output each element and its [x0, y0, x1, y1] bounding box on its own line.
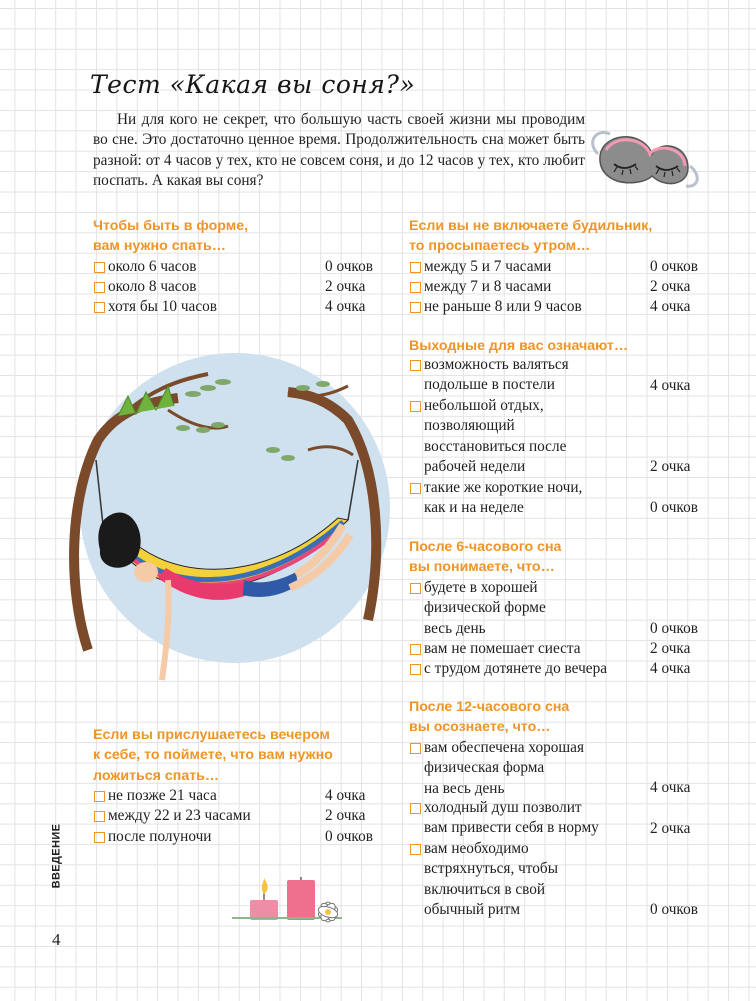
- question-6-option-2-points: 2 очка: [325, 807, 366, 824]
- question-1-title: Чтобы быть в форме, вам нужно спать…: [93, 218, 249, 255]
- question-2-option-3-points: 4 очка: [650, 298, 691, 315]
- question-1-option-1[interactable]: около 6 часов: [93, 257, 196, 277]
- question-1-option-2[interactable]: около 8 часов: [93, 277, 196, 297]
- question-4-option-1[interactable]: будете в хорошей физической форме весь день: [409, 578, 546, 639]
- question-6-option-1-points: 4 очка: [325, 787, 366, 804]
- checkbox[interactable]: [410, 360, 421, 371]
- question-5-option-2[interactable]: холодный душ позволит вам привести себя в норму: [409, 798, 599, 839]
- checkbox[interactable]: [410, 803, 421, 814]
- checkbox[interactable]: [410, 401, 421, 412]
- question-3-option-3[interactable]: такие же короткие ночи, как и на неделе: [409, 478, 582, 519]
- question-2-option-1[interactable]: между 5 и 7 часами: [409, 257, 551, 277]
- checkbox[interactable]: [410, 583, 421, 594]
- question-2-option-3[interactable]: не раньше 8 или 9 часов: [409, 297, 582, 317]
- question-4-option-2[interactable]: вам не помешает сиеста: [409, 639, 581, 659]
- checkbox[interactable]: [94, 832, 105, 843]
- checkbox[interactable]: [410, 302, 421, 313]
- question-5-option-1-points: 4 очка: [650, 779, 691, 796]
- question-5-option-3-points: 0 очков: [650, 901, 698, 918]
- checkbox[interactable]: [94, 262, 105, 273]
- question-6-option-3-points: 0 очков: [325, 828, 373, 845]
- question-5-title: После 12-часового сна вы осознаете, что…: [409, 699, 570, 736]
- checkbox[interactable]: [410, 262, 421, 273]
- checkbox[interactable]: [410, 282, 421, 293]
- question-2-option-2[interactable]: между 7 и 8 часами: [409, 277, 551, 297]
- question-3-title: Выходные для вас означают…: [409, 338, 629, 354]
- checkbox[interactable]: [410, 844, 421, 855]
- question-1-option-3[interactable]: хотя бы 10 часов: [93, 297, 217, 317]
- question-6-option-3[interactable]: после полуночи: [93, 827, 212, 847]
- checkbox[interactable]: [94, 282, 105, 293]
- candles-illustration: [232, 872, 352, 932]
- question-1-option-1-points: 0 очков: [325, 258, 373, 275]
- question-4-option-2-points: 2 очка: [650, 640, 691, 657]
- question-6-option-1[interactable]: не позже 21 часа: [93, 786, 217, 806]
- question-3-option-2-points: 2 очка: [650, 458, 691, 475]
- question-2-option-2-points: 2 очка: [650, 278, 691, 295]
- question-5-option-1[interactable]: вам обеспечена хорошая физическая форма на весь день: [409, 738, 584, 799]
- question-5-option-3[interactable]: вам необходимо встряхнуться, чтобы включиться в свой обычный ритм: [409, 839, 558, 921]
- checkbox[interactable]: [94, 302, 105, 313]
- checkbox[interactable]: [410, 743, 421, 754]
- checkbox[interactable]: [94, 791, 105, 802]
- sleep-mask-illustration: [590, 124, 700, 196]
- hammock-illustration: [58, 350, 398, 695]
- question-4-option-3-points: 4 очка: [650, 660, 691, 677]
- question-1-option-2-points: 2 очка: [325, 278, 366, 295]
- question-1-option-3-points: 4 очка: [325, 298, 366, 315]
- checkbox[interactable]: [410, 664, 421, 675]
- question-3-option-1[interactable]: возможность валяться подольше в постели: [409, 355, 569, 396]
- question-3-option-1-points: 4 очка: [650, 377, 691, 394]
- question-6-option-2[interactable]: между 22 и 23 часами: [93, 806, 251, 826]
- checkbox[interactable]: [410, 483, 421, 494]
- question-4-option-1-points: 0 очков: [650, 620, 698, 637]
- intro-text: Ни для кого не секрет, что большую часть своей жизни мы проводим во сне. Это достаточно ценное время. Продолжительность сна может быть разной: от 4 часов у тех, кто не совсем соня, и до 12 часов у тех, кто любит поспать. А какая вы соня?: [93, 111, 585, 190]
- question-4-title: После 6-часового сна вы понимаете, что…: [409, 539, 562, 576]
- question-3-option-3-points: 0 очков: [650, 499, 698, 516]
- question-4-option-3[interactable]: с трудом дотянете до вечера: [409, 659, 607, 679]
- intro-paragraph: [93, 110, 585, 192]
- question-2-option-1-points: 0 очков: [650, 258, 698, 275]
- page-number: 4: [52, 930, 61, 949]
- section-label: ВВЕДЕНИЕ: [50, 823, 63, 889]
- question-2-title: Если вы не включаете будильник, то просыпаетесь утром…: [409, 218, 653, 255]
- page-title: Тест «Какая вы соня?»: [90, 70, 416, 99]
- checkbox[interactable]: [410, 644, 421, 655]
- question-5-option-2-points: 2 очка: [650, 820, 691, 837]
- checkbox[interactable]: [94, 811, 105, 822]
- question-3-option-2[interactable]: небольшой отдых, позволяющий восстановиться после рабочей недели: [409, 396, 566, 478]
- question-6-title: Если вы прислушаетесь вечером к себе, то поймете, что вам нужно ложиться спать…: [93, 727, 333, 784]
